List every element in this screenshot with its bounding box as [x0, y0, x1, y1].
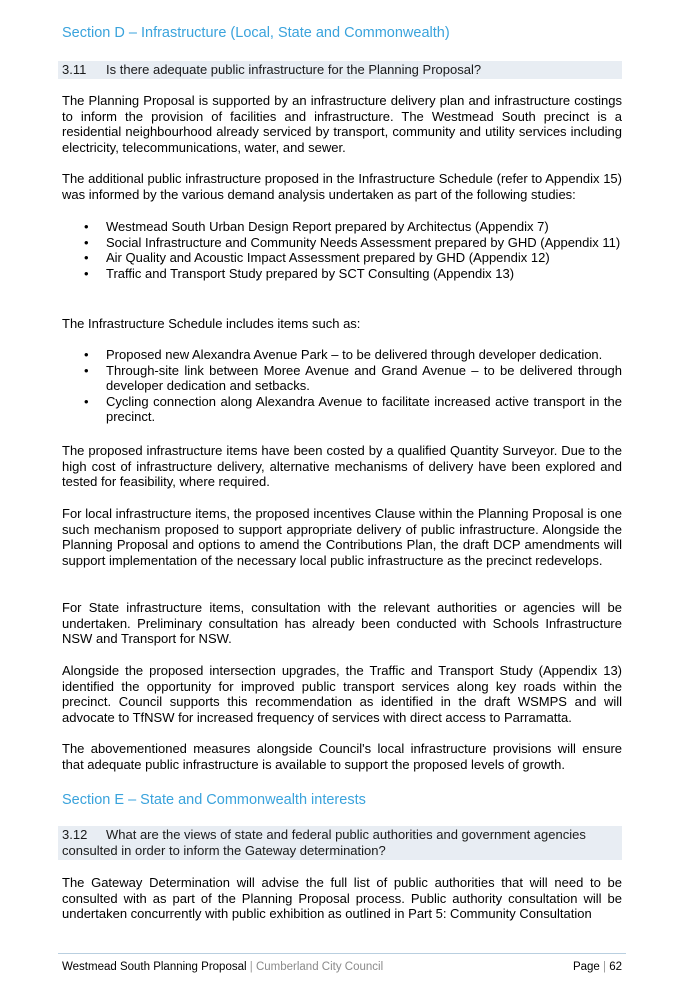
footer-title: Westmead South Planning Proposal: [62, 961, 247, 973]
list-item: • Social Infrastructure and Community Needs Assessment prepared by GHD (Appendix 11): [84, 234, 621, 250]
bullet-icon: •: [84, 393, 89, 409]
section-d-heading: Section D – Infrastructure (Local, State and Commonwealth): [62, 25, 450, 41]
bullet-icon: •: [84, 219, 89, 234]
question-3-11-heading: [58, 61, 622, 79]
question-text: Is there adequate public infrastructure for the Planning Proposal?: [106, 62, 482, 77]
paragraph: For local infrastructure items, the proposed incentives Clause within the Planning Proposal is one such mechanism proposed to support appropriate delivery of public infrastructure. Alongside the Planning Proposal and options to amend the Contributions Plan, the draft DCP amendments will support implementation of the necessary local public infrastructure as the precinct redevelops.: [62, 506, 622, 568]
paragraph: Alongside the proposed intersection upgrades, the Traffic and Transport Study (Appendix 13) identified the opportunity for improved public transport services along key roads within the precinct. Council supports this recommendation as identified in the draft WSMPS and will advocate to TfNSW for increased frequency of services with direct access to Parramatta.: [62, 663, 622, 725]
footer-separator: |: [249, 961, 253, 973]
page-separator: |: [603, 961, 606, 973]
question-number: 3.12: [62, 827, 88, 842]
bullet-icon: •: [84, 265, 89, 281]
paragraph: The Infrastructure Schedule includes items such as:: [62, 316, 361, 331]
studies-list: [62, 219, 622, 281]
paragraph: For State infrastructure items, consultation with the relevant authorities or agencies will be undertaken. Preliminary consultation has already been conducted with Schools Infrastructure NSW and Transport for NSW.: [62, 600, 622, 647]
section-e-heading: Section E – State and Commonwealth interests: [62, 792, 366, 808]
list-item: • Traffic and Transport Study prepared by SCT Consulting (Appendix 13): [84, 265, 515, 281]
page-number: 62: [609, 961, 622, 973]
question-number: 3.11: [62, 62, 87, 77]
paragraph: The additional public infrastructure proposed in the Infrastructure Schedule (refer to Appendix 15) was informed by the various demand analysis undertaken as part of the following studies:: [62, 171, 622, 202]
list-item: • Air Quality and Acoustic Impact Assessment prepared by GHD (Appendix 12): [84, 250, 550, 266]
list-item: • Westmead South Urban Design Report prepared by Architectus (Appendix 7): [84, 219, 549, 234]
footer-organisation: Cumberland City Council: [255, 961, 384, 973]
footer-document-title: [62, 961, 383, 973]
list-item: • Through-site link between Moree Avenue and Grand Avenue – to be delivered through developer dedication and setbacks.: [84, 362, 622, 394]
schedule-list: [62, 347, 622, 425]
page-label: Page: [572, 961, 600, 973]
footer-divider: [58, 953, 626, 954]
footer-page-number: [573, 961, 622, 973]
question-3-12-heading: [58, 826, 622, 860]
bullet-icon: •: [84, 362, 89, 378]
list-item: • Cycling connection along Alexandra Avenue to facilitate increased active transport in the precinct.: [84, 393, 622, 425]
bullet-icon: •: [84, 234, 89, 250]
question-text: What are the views of state and federal public authorities and government agencies consulted in order to inform the Gateway determination?: [62, 827, 586, 858]
paragraph: The Gateway Determination will advise the full list of public authorities that will need to be consulted with as part of the Planning Proposal process. Public authority consultation will be undertaken concurrently with public exhibition as outlined in Part 5: Community Consultation: [62, 875, 622, 922]
list-item: • Proposed new Alexandra Avenue Park – to be delivered through developer dedication.: [84, 347, 603, 362]
paragraph: The proposed infrastructure items have been costed by a qualified Quantity Surveyor. Due to the high cost of infrastructure delivery, alternative mechanisms of delivery have been explored and tested for feasibility, where required.: [62, 443, 622, 490]
bullet-icon: •: [84, 250, 89, 266]
bullet-icon: •: [84, 347, 89, 362]
paragraph: The abovementioned measures alongside Council's local infrastructure provisions will ensure that adequate public infrastructure is available to support the proposed levels of growth.: [62, 741, 622, 772]
paragraph: The Planning Proposal is supported by an infrastructure delivery plan and infrastructure costings to inform the provision of facilities and infrastructure. The Westmead South precinct is a residential neighbourhood already serviced by transport, community and utility services including electricity, telecommunications, water, and sewer.: [62, 93, 622, 155]
